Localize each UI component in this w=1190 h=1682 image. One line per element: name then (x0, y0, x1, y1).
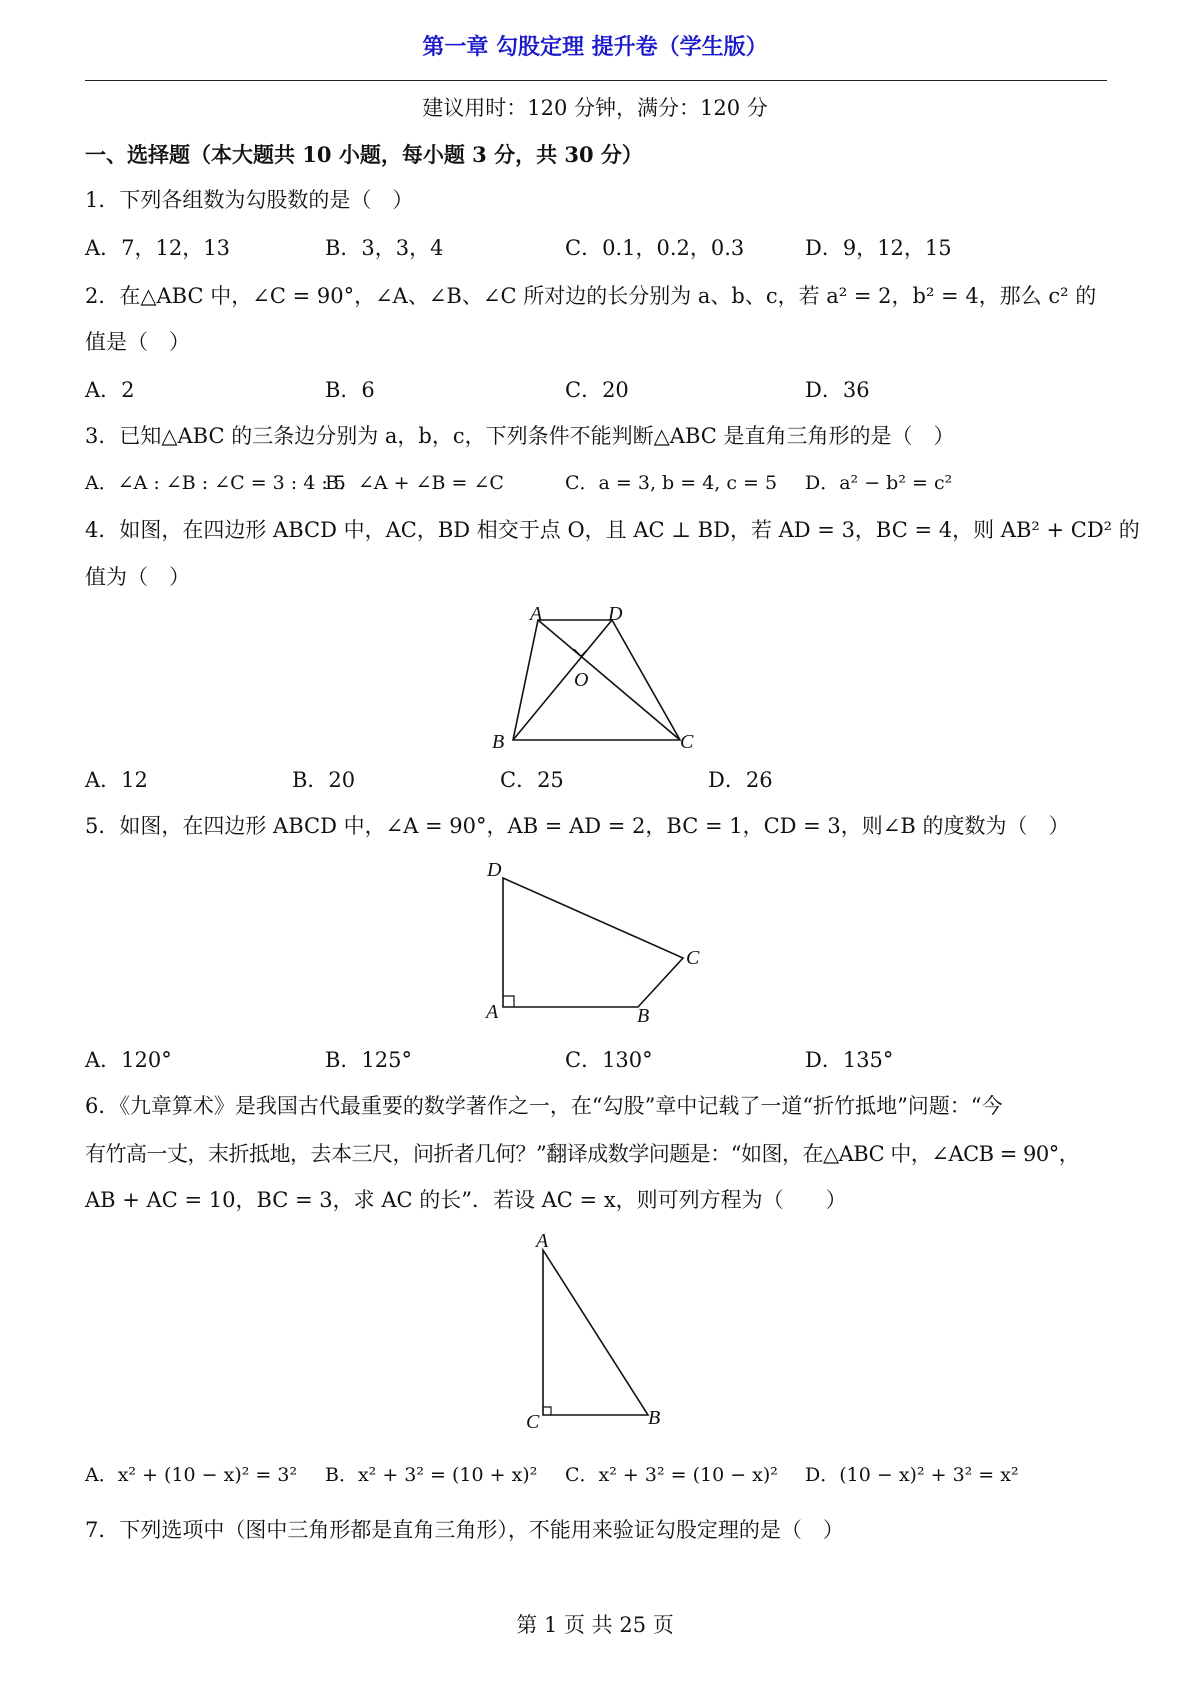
page-footer: 第 1 页 共 25 页 (516, 1613, 674, 1637)
label-b: B (637, 1005, 650, 1027)
label-o: O (574, 669, 589, 691)
label-d: D (608, 603, 623, 625)
label-a: A (536, 1230, 549, 1252)
q1-option-c: C．0.1，0.2，0.3 (565, 236, 745, 260)
q6-option-d: D．(10 − x)² + 3² = x² (805, 1464, 1019, 1486)
q4-option-b: B．20 (292, 768, 356, 792)
q5-option-b: B．125° (325, 1048, 413, 1072)
q3-option-a: A．∠A : ∠B : ∠C = 3 : 4 : 5 (85, 472, 346, 494)
figure-quadrilateral-abcd-q5 (503, 878, 683, 1007)
figure-quadrilateral-abcd-q4 (513, 620, 680, 740)
q2-option-b: B．6 (325, 378, 375, 402)
question-4-cont: 值为（ ） (85, 565, 190, 589)
q5-option-c: C．130° (565, 1048, 653, 1072)
question-2-cont: 值是（ ） (85, 330, 190, 354)
q6-option-c: C．x² + 3² = (10 − x)² (565, 1464, 778, 1486)
q1-option-a: A．7，12，13 (85, 236, 230, 260)
question-4: 4．如图，在四边形 ABCD 中，AC，BD 相交于点 O，且 AC ⊥ BD，若 AD = 3，BC = 4，则 AB² + CD² 的 (85, 518, 1140, 542)
question-5: 5．如图，在四边形 ABCD 中，∠A = 90°，AB = AD = 2，BC = 1，CD = 3，则∠B 的度数为（ ） (85, 814, 1070, 838)
question-6: 6．《九章算术》是我国古代最重要的数学著作之一，在“勾股”章中记载了一道“折竹抵地”问题：“今 (85, 1094, 1003, 1118)
q2-option-a: A．2 (85, 378, 135, 402)
q3-option-c: C．a = 3, b = 4, c = 5 (565, 472, 778, 494)
label-c: C (686, 947, 700, 969)
q2-option-c: C．20 (565, 378, 629, 402)
document-title: 第一章 勾股定理 提升卷（学生版） (422, 34, 768, 60)
label-a: A (486, 1001, 499, 1023)
q5-option-d: D．135° (805, 1048, 894, 1072)
label-c: C (526, 1411, 540, 1433)
question-1: 1．下列各组数为勾股数的是（ ） (85, 188, 414, 212)
label-c: C (680, 731, 694, 753)
section-heading: 一、选择题（本大题共 10 小题，每小题 3 分，共 30 分） (85, 142, 643, 167)
label-b: B (492, 731, 505, 753)
q5-option-a: A．120° (85, 1048, 172, 1072)
label-b: B (648, 1407, 661, 1429)
figure-right-triangle-q6 (543, 1250, 648, 1415)
question-2: 2．在△ABC 中，∠C = 90°，∠A、∠B、∠C 所对边的长分别为 a、b、c，若 a² = 2，b² = 4，那么 c² 的 (85, 284, 1097, 308)
q3-option-b: B．∠A + ∠B = ∠C (325, 472, 504, 494)
q2-option-d: D．36 (805, 378, 870, 402)
question-3: 3．已知△ABC 的三条边分别为 a，b，c，下列条件不能判断△ABC 是直角三角形的是（ ） (85, 424, 955, 448)
question-6-cont: 有竹高一丈，末折抵地，去本三尺，问折者几何？”翻译成数学问题是：“如图，在△ABC 中，∠ACB = 90°， (85, 1142, 1080, 1166)
question-7: 7．下列选项中（图中三角形都是直角三角形），不能用来验证勾股定理的是（ ） (85, 1518, 844, 1542)
question-6-cont2: AB + AC = 10，BC = 3，求 AC 的长”．若设 AC = x，则可列方程为（ ） (85, 1188, 847, 1212)
label-a: A (530, 603, 543, 625)
q6-option-a: A．x² + (10 − x)² = 3² (85, 1464, 298, 1486)
q1-option-b: B．3，3，4 (325, 236, 444, 260)
q4-option-d: D．26 (708, 768, 773, 792)
time-and-score: 建议用时：120 分钟，满分：120 分 (422, 96, 768, 120)
q6-option-b: B．x² + 3² = (10 + x)² (325, 1464, 538, 1486)
q4-option-c: C．25 (500, 768, 564, 792)
label-d: D (487, 859, 502, 881)
q1-option-d: D．9，12，15 (805, 236, 952, 260)
q4-option-a: A．12 (85, 768, 148, 792)
q3-option-d: D．a² − b² = c² (805, 472, 953, 494)
